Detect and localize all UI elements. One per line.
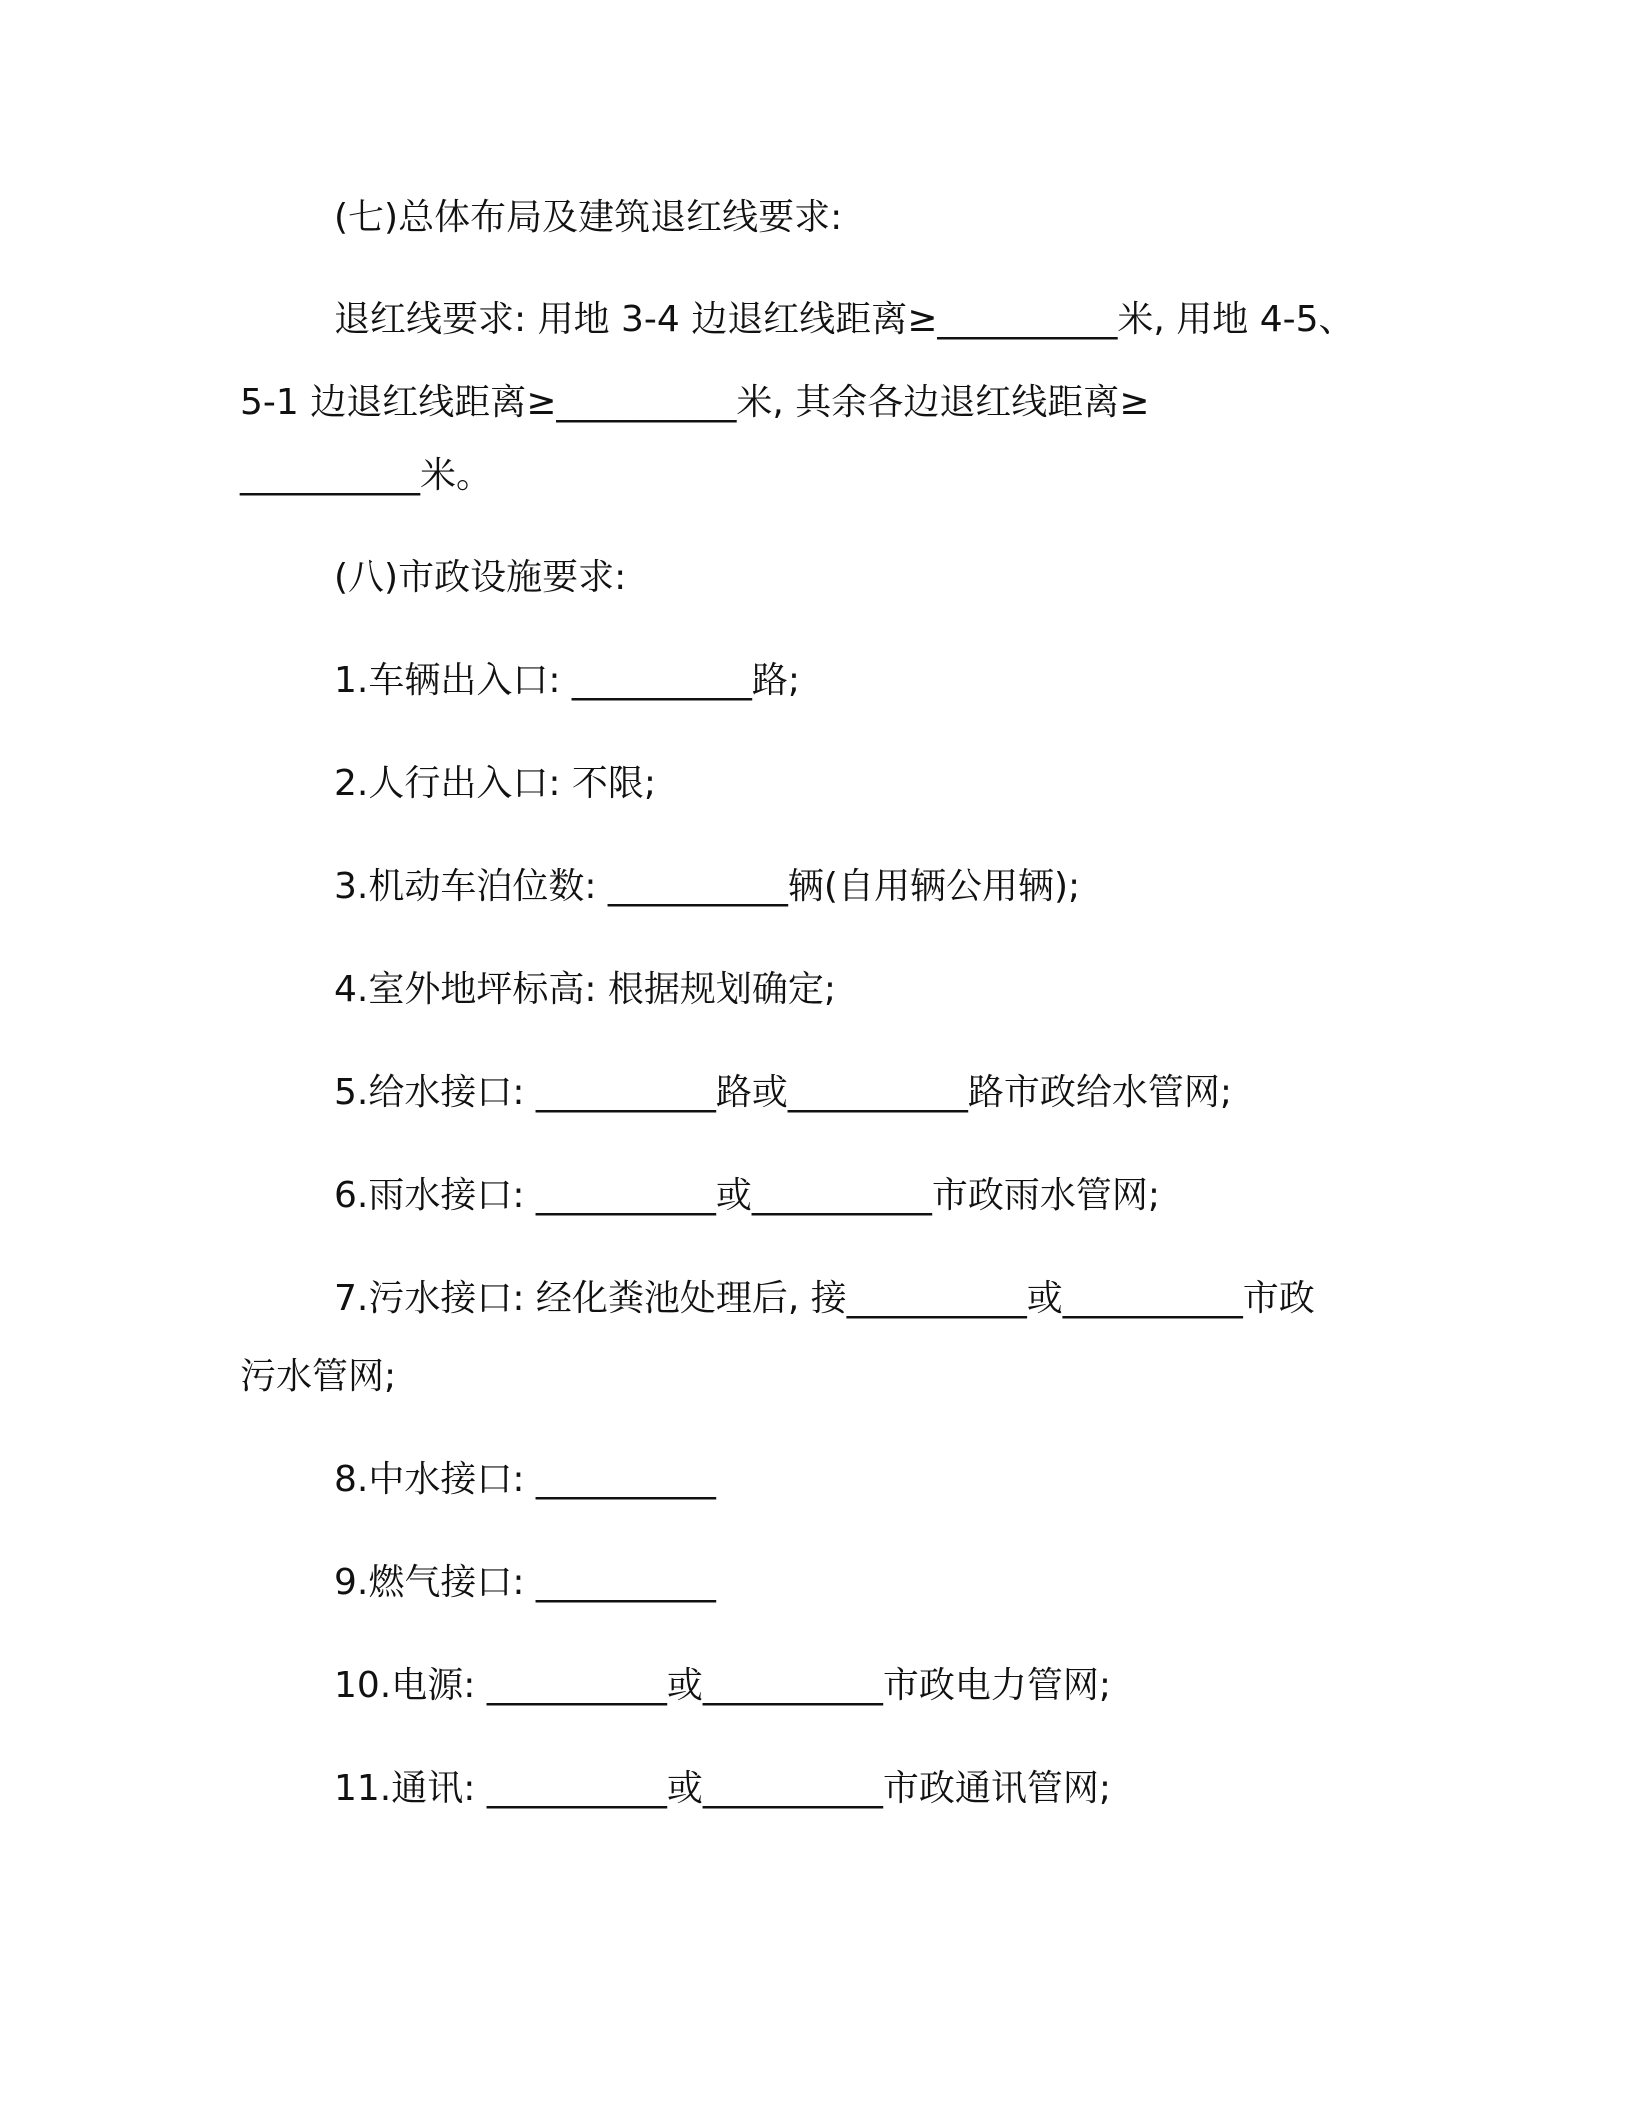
setback-requirement-line-1: 退红线要求: 用地 3-4 边退红线距离≥__________米, 用地 4-5、 — [334, 299, 1355, 340]
item-reclaimed-water: 8.中水接口: __________ — [334, 1459, 716, 1500]
item-sewage-line-1: 7.污水接口: 经化粪池处理后, 接__________或__________市政 — [334, 1278, 1315, 1319]
item-parking-spaces: 3.机动车泊位数: __________辆(自用辆公用辆); — [334, 866, 1081, 907]
setback-requirement-line-3: __________米。 — [240, 455, 493, 496]
setback-requirement-line-2: 5-1 边退红线距离≥__________米, 其余各边退红线距离≥ — [240, 382, 1150, 423]
item-gas: 9.燃气接口: __________ — [334, 1562, 716, 1603]
item-sewage-line-2: 污水管网; — [240, 1356, 397, 1397]
item-rainwater: 6.雨水接口: __________或__________市政雨水管网; — [334, 1175, 1161, 1216]
section-heading-7: (七)总体布局及建筑退红线要求: — [334, 197, 843, 238]
section-heading-8: (八)市政设施要求: — [334, 557, 627, 598]
item-outdoor-elevation: 4.室外地坪标高: 根据规划确定; — [334, 969, 837, 1010]
item-water-supply: 5.给水接口: __________路或__________路市政给水管网; — [334, 1072, 1233, 1113]
item-vehicle-entrance: 1.车辆出入口: __________路; — [334, 660, 801, 701]
item-telecom: 11.通讯: __________或__________市政通讯管网; — [334, 1768, 1111, 1809]
item-pedestrian-entrance: 2.人行出入口: 不限; — [334, 763, 657, 804]
item-power: 10.电源: __________或__________市政电力管网; — [334, 1665, 1111, 1706]
